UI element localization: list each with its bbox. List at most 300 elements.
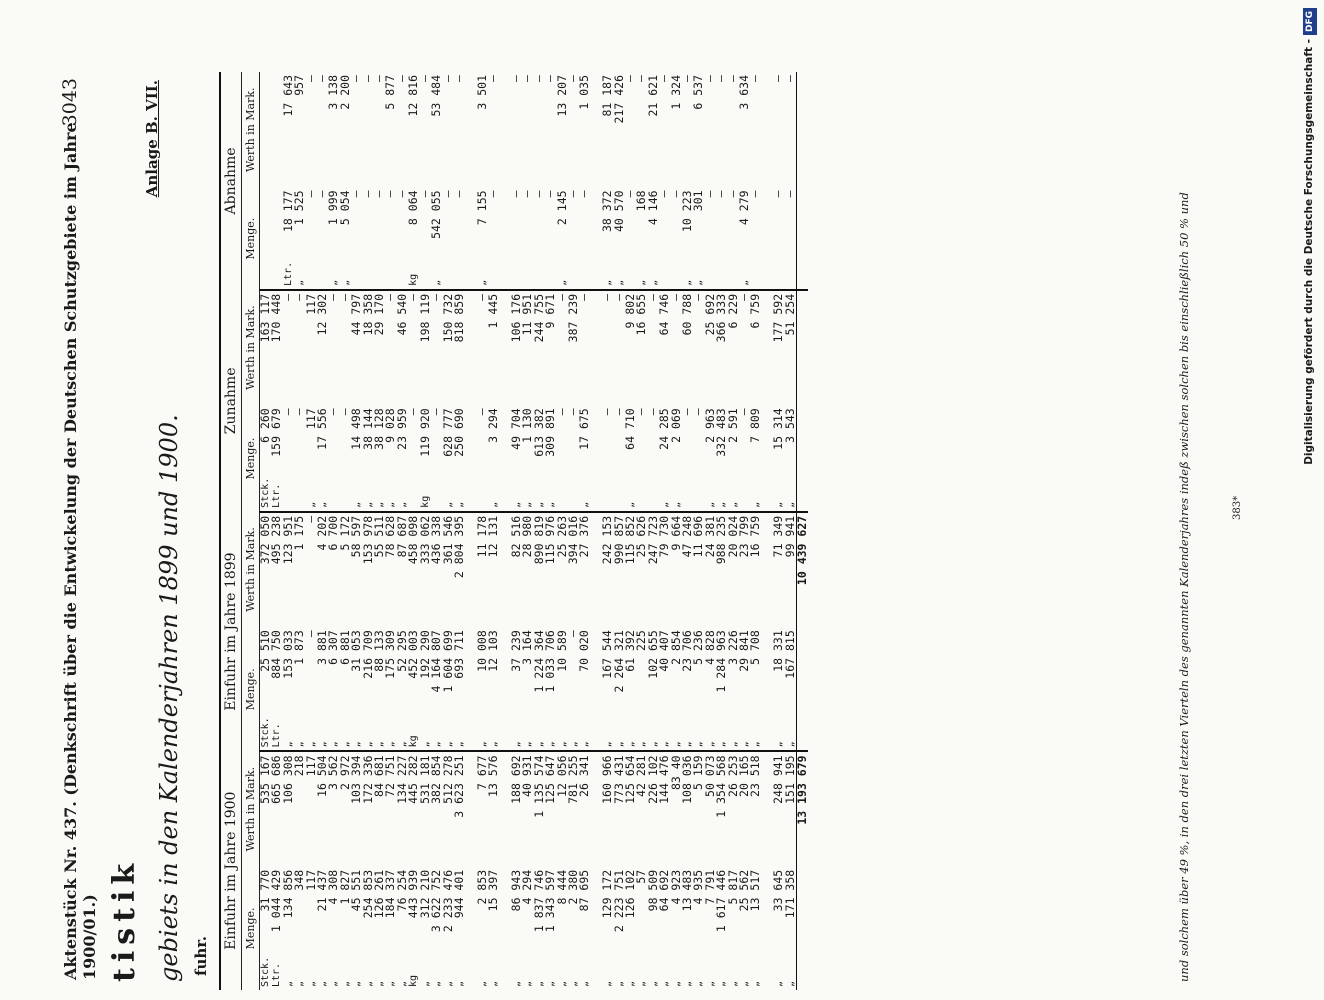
table-cell: „ — [682, 257, 693, 290]
table-cell — [500, 954, 511, 990]
table-cell: 957 — [292, 75, 307, 96]
table-cell: — — [543, 75, 558, 82]
table-cell — [545, 257, 556, 290]
table-cell: 87 687 — [394, 515, 409, 558]
table-cell: „ — [374, 980, 386, 987]
table-cell: — — [634, 75, 649, 82]
table-cell: 31 053 — [349, 630, 364, 672]
table-cell: 98 509 — [645, 869, 660, 912]
table-cell: „ — [522, 714, 533, 751]
sub-werth: Werth in Mark. — [242, 512, 260, 627]
table-cell: — — [349, 75, 364, 82]
table-cell: 64 710 — [622, 408, 637, 450]
running-header — [47, 60, 99, 1000]
table-cell: „ — [374, 714, 385, 751]
table-cell: „ — [477, 714, 488, 751]
table-cell: 6 759 — [748, 293, 763, 329]
table-cell: 13 207 — [554, 75, 569, 117]
table-cell — [500, 257, 511, 290]
col-zunahme: Zunahme — [220, 290, 242, 512]
table-cell: — — [474, 293, 489, 301]
table-cell: 6 260 — [258, 408, 272, 443]
table-cell: Ltr. — [271, 714, 282, 751]
table-cell: — — [645, 408, 660, 416]
table-cell: 38 144 — [360, 408, 375, 450]
table-cell: 29 841 — [737, 630, 752, 672]
table-cell: 23 706 — [679, 630, 694, 672]
table-cell: 61 392 — [622, 630, 637, 672]
table-cell: 2 853 — [474, 869, 489, 905]
table-cell: 70 020 — [577, 630, 592, 672]
table-cell: — — [771, 75, 786, 82]
table-cell: „ — [453, 980, 465, 987]
table-cell: — — [702, 190, 717, 198]
table-cell — [340, 475, 351, 512]
table-body — [260, 72, 797, 990]
table-cell: 11 178 — [474, 515, 489, 558]
table-cell: „ — [716, 980, 728, 987]
table-cell: „ — [328, 980, 340, 987]
table-cell: 1 175 — [292, 515, 307, 551]
table-cell — [591, 475, 602, 512]
table-cell: 167 544 — [600, 630, 615, 679]
table-cell: — — [531, 190, 546, 198]
table-cell: 9 671 — [543, 293, 558, 329]
table-cell: 4 308 — [326, 869, 341, 905]
table-cell: 4 279 — [737, 190, 752, 226]
table-cell: „ — [282, 980, 294, 987]
table-cell: 309 891 — [543, 408, 558, 457]
table-cell: „ — [511, 475, 522, 512]
table-cell — [614, 475, 625, 512]
table-cell: 944 401 — [451, 869, 466, 919]
table-cell — [671, 257, 682, 290]
table-cell: 16 504 — [315, 755, 330, 797]
table-cell: 108 036 — [679, 755, 694, 804]
table-cell: 366 333 — [714, 293, 729, 343]
table-cell: 38 128 — [372, 408, 387, 450]
table-cell: 102 655 — [645, 630, 660, 679]
table-cell — [328, 475, 339, 512]
table-cell: 1 135 574 — [531, 755, 546, 818]
table-cell: 37 239 — [508, 630, 523, 672]
table-cell: 18 331 — [771, 630, 786, 672]
table-cell: „ — [784, 980, 796, 987]
table-cell: — — [303, 515, 318, 523]
table-cell: „ — [682, 714, 693, 751]
sub-menge: Menge. — [242, 187, 260, 289]
table-cell: „ — [636, 714, 647, 751]
table-cell: 25 626 — [634, 515, 649, 558]
table-cell: „ — [454, 714, 465, 751]
table-cell: 4 923 — [668, 869, 683, 905]
table-cell: 1 044 429 — [269, 869, 284, 933]
table-cell: 31 770 — [258, 869, 272, 912]
table-cell: 168 — [634, 190, 649, 212]
table-cell: 60 788 — [679, 293, 694, 336]
table-cell: 10 008 — [474, 630, 489, 672]
table-cell: 990 857 — [611, 515, 626, 565]
table-cell: „ — [476, 980, 488, 987]
table-cell: 361 546 — [440, 515, 455, 565]
table-cell: 1 284 963 — [714, 630, 729, 693]
table-cell: „ — [602, 714, 613, 751]
document-sheet — [47, 60, 1277, 1000]
table-cell: 163 117 — [258, 293, 272, 343]
table-cell: „ — [522, 980, 534, 987]
table-cell — [739, 475, 750, 512]
table-cell: „ — [614, 714, 625, 751]
table-cell: 50 073 — [702, 755, 717, 797]
table-cell — [773, 257, 784, 290]
table-cell: — — [383, 190, 398, 198]
table-cell: 372 050 — [258, 515, 272, 565]
table-cell: — — [737, 293, 752, 301]
table-cell: „ — [647, 980, 659, 987]
table-cell: 6 537 — [691, 75, 706, 110]
totals-row — [797, 72, 809, 990]
table-cell: — — [520, 75, 535, 82]
table-cell — [465, 290, 476, 405]
table-cell: 40 931 — [520, 755, 535, 797]
table-cell: 13 517 — [748, 869, 763, 912]
table-row — [750, 72, 761, 990]
table-cell: 3 634 — [737, 75, 752, 110]
table-cell: — — [600, 408, 615, 416]
table-cell: 175 309 — [383, 630, 398, 679]
table-cell: 8 064 — [406, 190, 421, 226]
table-cell: 4 146 — [645, 190, 660, 226]
table-cell — [579, 257, 590, 290]
table-cell: 512 278 — [440, 755, 455, 804]
table-cell: 250 690 — [451, 408, 466, 457]
table-cell: — — [520, 190, 535, 198]
table-cell: 115 852 — [622, 515, 637, 565]
table-cell: — — [486, 75, 501, 82]
sub-menge: Menge. — [242, 627, 260, 751]
table-cell: 5 159 — [691, 755, 706, 791]
table-cell: 3 562 — [326, 755, 341, 791]
table-cell: 125 654 — [622, 755, 637, 804]
table-cell — [420, 257, 431, 290]
table-cell: — — [782, 75, 797, 82]
table-cell: 12 816 — [406, 75, 421, 117]
table-cell: „ — [728, 475, 739, 512]
table-cell: — — [337, 408, 352, 416]
table-cell: „ — [488, 714, 499, 751]
table-cell: 57 — [634, 869, 649, 884]
table-cell: — — [725, 190, 740, 198]
table-cell: 27 376 — [577, 515, 592, 558]
table-cell: — — [394, 190, 409, 198]
table-cell: „ — [556, 980, 568, 987]
table-cell: — — [782, 190, 797, 198]
table-cell: „ — [534, 475, 545, 512]
table-cell: „ — [340, 257, 351, 290]
table-row — [294, 72, 305, 990]
table-cell: „ — [431, 257, 442, 290]
table-cell — [522, 257, 533, 290]
table-cell — [591, 714, 602, 751]
table-cell — [260, 257, 272, 290]
table-cell: 8 444 — [554, 869, 569, 905]
table-cell: 52 295 — [394, 630, 409, 672]
table-cell: 38 372 — [600, 190, 615, 232]
table-cell — [500, 187, 511, 256]
table-cell: „ — [443, 714, 454, 751]
page-number: 3043 — [59, 78, 81, 127]
table-cell: 3 622 752 — [429, 869, 444, 933]
table-cell — [351, 257, 362, 290]
table-cell — [636, 475, 647, 512]
sub-werth: Werth in Mark. — [242, 72, 260, 187]
table-cell — [762, 714, 773, 751]
table-cell — [465, 405, 476, 474]
table-cell: — — [508, 75, 523, 82]
table-row — [488, 72, 499, 990]
table-cell: — — [417, 75, 432, 82]
table-cell: 254 853 — [360, 869, 375, 919]
table-cell: 542 055 — [429, 190, 444, 239]
table-cell: 88 133 — [372, 630, 387, 672]
table-cell: 64 746 — [657, 293, 672, 336]
sub-werth: Werth in Mark. — [242, 290, 260, 405]
table-cell: — — [440, 75, 455, 82]
table-cell: kg — [408, 257, 419, 290]
table-cell: 12 302 — [315, 293, 330, 336]
table-cell: 10 223 — [679, 190, 694, 232]
table-cell: 40 570 — [611, 190, 626, 232]
table-cell: „ — [670, 980, 682, 987]
table-cell: „ — [614, 257, 625, 290]
table-cell: 5 817 — [725, 869, 740, 905]
table-cell: 119 920 — [417, 408, 432, 457]
table-cell: 184 337 — [383, 869, 398, 919]
table-cell: 151 195 — [782, 755, 797, 804]
table-cell: 99 941 — [782, 515, 797, 558]
table-cell: „ — [306, 475, 317, 512]
table-cell: 445 282 — [406, 755, 421, 804]
table-cell: 17 556 — [315, 408, 330, 450]
table-cell: „ — [488, 980, 500, 987]
table-cell — [591, 954, 602, 990]
table-cell: — — [737, 408, 752, 416]
table-cell: 1 617 446 — [714, 869, 729, 933]
table-cell: 988 235 — [714, 515, 729, 565]
table-cell: „ — [636, 257, 647, 290]
table-cell: 3 501 — [474, 75, 489, 110]
table-cell: 81 187 — [600, 75, 615, 117]
table-cell — [443, 257, 454, 290]
table-cell: 332 483 — [714, 408, 729, 457]
table-cell: 4 202 — [315, 515, 330, 551]
table-cell: 126 102 — [622, 869, 637, 919]
table-cell: 781 255 — [565, 755, 580, 804]
table-cell — [591, 290, 602, 405]
table-cell: — — [668, 293, 683, 301]
table-cell: Stck. — [260, 475, 272, 512]
table-cell: „ — [648, 714, 659, 751]
table-cell: „ — [340, 714, 351, 751]
table-cell: 21 621 — [645, 75, 660, 117]
table-cell: 1 354 568 — [714, 755, 729, 818]
sub-menge: Menge. — [242, 405, 260, 512]
table-cell — [363, 257, 374, 290]
table-cell: 9 664 — [668, 515, 683, 551]
table-cell: 16 759 — [748, 515, 763, 558]
table-cell: 531 181 — [417, 755, 432, 804]
table-cell: „ — [625, 475, 636, 512]
table-cell: „ — [636, 980, 648, 987]
table-cell: „ — [396, 980, 408, 987]
table-cell: 6 881 — [337, 630, 352, 665]
table-cell: Ltr. — [271, 475, 282, 512]
table-cell: „ — [739, 257, 750, 290]
table-cell: 49 704 — [508, 408, 523, 450]
table-cell: „ — [671, 714, 682, 751]
table-cell: 1 130 — [520, 408, 535, 443]
table-cell: kg — [408, 974, 420, 987]
table-cell: — — [372, 75, 387, 82]
header-title: Aktenstück Nr. 437. (Denkschrift über die Entwickelung der Deutschen Schutzgebiete im Jahre 1900/01.) — [61, 122, 99, 980]
table-cell — [648, 475, 659, 512]
table-cell: 301 — [691, 190, 706, 212]
table-cell: „ — [659, 475, 670, 512]
table-cell: — — [429, 293, 444, 301]
table-cell: 11 696 — [691, 515, 706, 558]
table-cell: 24 381 — [702, 515, 717, 558]
table-cell: 2 591 — [725, 408, 740, 443]
table-cell: 7 791 — [702, 869, 717, 905]
table-cell — [728, 257, 739, 290]
table-cell — [500, 72, 511, 187]
table-cell: Ltr. — [283, 257, 294, 290]
table-cell: 458 098 — [406, 515, 421, 565]
table-cell: „ — [579, 714, 590, 751]
table-cell: 82 516 — [508, 515, 523, 558]
table-cell: 23 799 — [737, 515, 752, 558]
table-cell: 4 935 — [691, 869, 706, 905]
table-cell: 1 035 — [577, 75, 592, 110]
table-cell: — — [691, 293, 706, 301]
table-cell — [534, 257, 545, 290]
table-cell: 16 655 — [634, 293, 649, 336]
table-cell: „ — [339, 980, 351, 987]
table-cell: 495 238 — [269, 515, 284, 565]
table-cell: 9 028 — [383, 408, 398, 443]
table-cell: „ — [579, 475, 590, 512]
table-cell: — — [326, 408, 341, 416]
table-cell: 15 397 — [486, 869, 501, 912]
table-cell: 172 336 — [360, 755, 375, 804]
table-cell: 4 294 — [520, 869, 535, 905]
table-cell: 153 978 — [360, 515, 375, 565]
table-cell: — — [451, 190, 466, 198]
table-cell: 40 407 — [657, 630, 672, 672]
table-cell: 1 837 746 — [531, 869, 546, 933]
table-cell: 247 723 — [645, 515, 660, 565]
table-cell: 3 881 — [315, 630, 330, 665]
table-cell: — — [679, 408, 694, 416]
table-cell: „ — [442, 980, 454, 987]
table-cell: — — [645, 293, 660, 301]
table-cell — [374, 257, 385, 290]
table-cell: 3 294 — [486, 408, 501, 443]
table-cell: — — [577, 293, 592, 301]
table-row — [454, 72, 465, 990]
table-cell: 333 062 — [417, 515, 432, 565]
table-cell: „ — [704, 980, 716, 987]
table-cell: 693 711 — [451, 630, 466, 679]
table-cell: — — [657, 190, 672, 198]
table-cell — [260, 187, 272, 256]
table-cell: 9 802 — [622, 293, 637, 329]
table-cell: 20 165 — [737, 755, 752, 797]
total-1899: 10 439 627 — [797, 512, 809, 752]
table-cell: 198 119 — [417, 293, 432, 343]
table-cell — [557, 475, 568, 512]
table-cell: „ — [545, 714, 556, 751]
table-cell: — — [486, 190, 501, 198]
table-cell: — — [565, 75, 580, 82]
annex-label: Anlage B. VII. — [143, 80, 161, 198]
table-cell: 117 — [303, 408, 318, 430]
table-cell: 452 003 — [406, 630, 421, 679]
table-cell: 394 016 — [565, 515, 580, 565]
table-cell: „ — [705, 714, 716, 751]
table-cell: 3 138 — [326, 75, 341, 110]
table-cell — [511, 257, 522, 290]
table-cell: „ — [351, 714, 362, 751]
table-cell: 2 972 — [337, 755, 352, 791]
table-cell: — — [360, 190, 375, 198]
table-cell — [397, 257, 408, 290]
table-cell: 3 623 251 — [451, 755, 466, 818]
table-cell: 18 177 — [280, 190, 295, 232]
table-cell: — — [714, 190, 729, 198]
table-cell: 25 562 — [737, 869, 752, 912]
table-cell: — — [429, 408, 444, 416]
table-cell: 86 943 — [508, 869, 523, 912]
table-cell — [762, 475, 773, 512]
table-cell: — — [577, 190, 592, 198]
table-cell: — — [406, 408, 421, 416]
table-cell — [762, 954, 773, 990]
col-abnahme: Abnahme — [220, 72, 242, 290]
table-cell: „ — [773, 714, 784, 751]
table-cell: — — [383, 293, 398, 301]
table-cell — [465, 475, 476, 512]
table-cell: 436 338 — [429, 515, 444, 565]
table-cell — [716, 257, 727, 290]
table-cell — [705, 257, 716, 290]
table-cell: „ — [750, 714, 761, 751]
table-cell — [762, 187, 773, 256]
table-cell: „ — [716, 714, 727, 751]
table-cell: — — [554, 293, 569, 301]
table-cell: — — [565, 190, 580, 198]
table-cell: 12 103 — [486, 630, 501, 672]
table-cell: „ — [557, 714, 568, 751]
table-cell — [408, 475, 419, 512]
table-cell: „ — [443, 475, 454, 512]
table-cell: 125 647 — [543, 755, 558, 804]
table-cell: „ — [385, 714, 396, 751]
table-cell: „ — [522, 475, 533, 512]
table-cell: „ — [557, 257, 568, 290]
col-imp1899: Einfuhr im Jahre 1899 — [220, 512, 242, 752]
table-cell: — — [280, 408, 295, 416]
